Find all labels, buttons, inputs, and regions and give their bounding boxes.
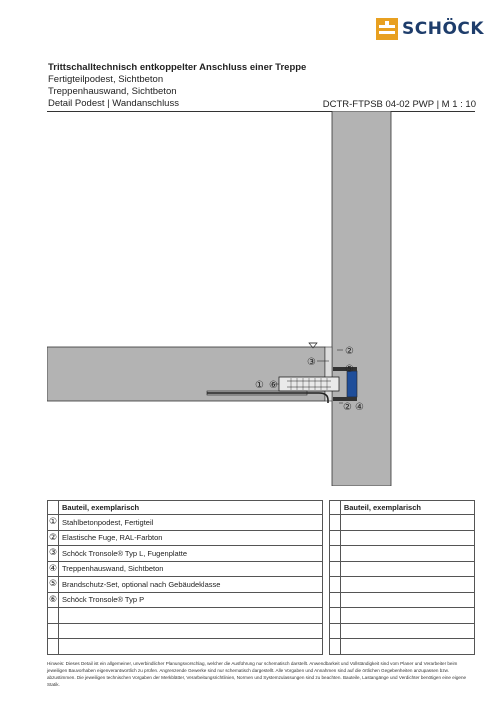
callout-1: ① bbox=[255, 380, 264, 391]
callout-2-bottom: ② bbox=[343, 402, 352, 413]
legend-row bbox=[48, 623, 475, 639]
brand-name: SCHÖCK bbox=[402, 19, 485, 39]
schoeck-logo-icon bbox=[376, 18, 398, 40]
legend-row: ① Stahlbetonpodest, Fertigteil bbox=[48, 515, 475, 531]
legend-row bbox=[48, 608, 475, 624]
subtitle-wall: Treppenhauswand, Sichtbeton bbox=[48, 86, 177, 97]
callout-4: ④ bbox=[355, 402, 364, 413]
legend-row: ⑥ Schöck Tronsole® Typ P bbox=[48, 592, 475, 608]
legend-row: ⑤ Brandschutz-Set, optional nach Gebäudeklasse bbox=[48, 577, 475, 593]
legend-header-right: Bauteil, exemplarisch bbox=[340, 501, 474, 515]
legend-row: ③ Schöck Tronsole® Typ L, Fugenplatte bbox=[48, 546, 475, 562]
component-legend bbox=[47, 500, 475, 655]
stairwell-wall bbox=[332, 111, 391, 486]
callout-6: ⑥ bbox=[269, 380, 278, 391]
legend-row bbox=[48, 639, 475, 655]
footnote: Hinweis: Dieses Detail ist ein allgemeiner, unverbindlicher Planungsvorschlag, welcher die Ausführung nur schematisch darstellt. Anwendbarkeit und Vollständigkeit sind vom Planer und Verarbeiter beim jeweiligen Bauvorhaben eigenverantwortlich zu prüfen. Angrenzende Gewerke sind nur schematisch dargestellt. Alle Vorgaben und Annahmen sind auf die örtlichen Gegebenheiten anzupassen bzw. abzustimmen. Die jeweiligen technischen Vorgaben der Merkblätter, Verarbeitungsrichtlinien, Normen und Systemzulassungen sind zu beachten. Bauteile, Lastangänge und Verdichter benötigen eine eigene Statik. bbox=[47, 661, 467, 687]
legend-row: ② Elastische Fuge, RAL-Farbton bbox=[48, 530, 475, 546]
detail-drawing bbox=[47, 111, 475, 486]
page-title: Trittschalltechnisch entkoppelter Anschluss einer Treppe bbox=[48, 62, 307, 73]
subtitle-podest: Fertigteilpodest, Sichtbeton bbox=[48, 74, 164, 85]
legend-header-left: Bauteil, exemplarisch bbox=[59, 501, 323, 515]
drawing-code: DCTR-FTPSB 04-02 PWP | M 1 : 10 bbox=[322, 99, 476, 110]
brand-logo bbox=[376, 18, 484, 40]
callout-2-top: ② bbox=[345, 346, 354, 357]
callout-3: ③ bbox=[307, 357, 316, 368]
legend-row: ④ Treppenhauswand, Sichtbeton bbox=[48, 561, 475, 577]
callout-5: ⑤ bbox=[345, 364, 354, 375]
joint-plate bbox=[325, 347, 332, 401]
subtitle-detail: Detail Podest | Wandanschluss bbox=[48, 98, 179, 109]
